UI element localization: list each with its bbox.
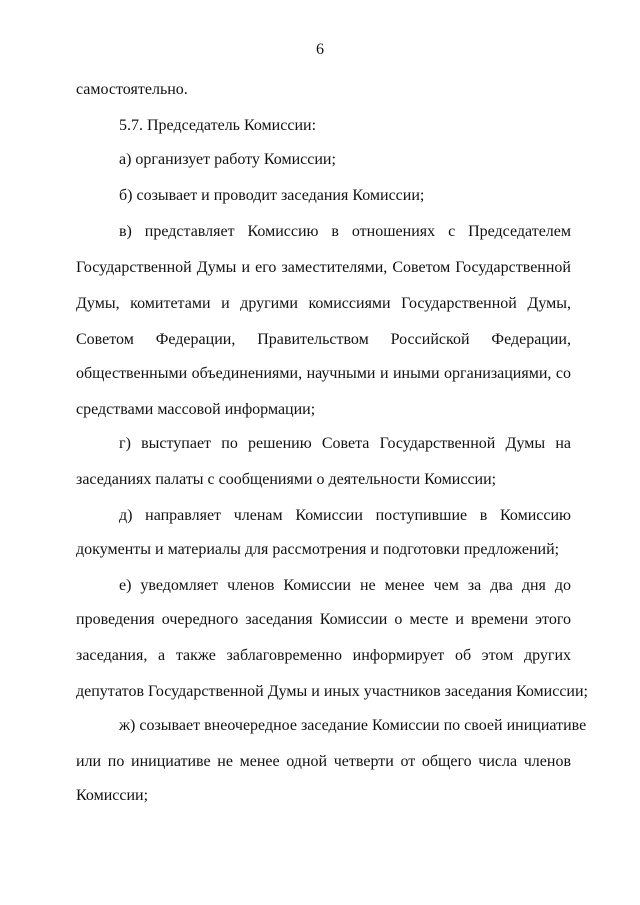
text-line: документы и материалы для рассмотрения и подготовки предложений; [76,541,560,558]
text-line: средствами массовой информации; [76,401,316,418]
text-line: ж) созывает внеочередное заседание Комиссии по своей инициативе [119,717,587,734]
text-line: заседаниях палаты с сообщениями о деятельности Комиссии; [76,471,497,488]
text-line: Советом Федерации, Правительством Российской Федерации, [76,331,571,348]
text-line: самостоятельно. [76,81,188,98]
text-line: д) направляет членам Комиссии поступившие в Комиссию [119,507,571,524]
text-line: е) уведомляет членов Комиссии не менее чем за два дня до [119,577,571,594]
text-line: общественными объединениями, научными и иными организациями, со [76,365,571,382]
page-number: 6 [316,41,324,58]
text-line: г) выступает по решению Совета Государственной Думы на [119,435,571,452]
text-line: 5.7. Председатель Комиссии: [119,117,317,134]
text-line: Думы, комитетами и другими комиссиями Государственной Думы, [76,295,571,312]
text-line: или по инициативе не менее одной четверти от общего числа членов [76,753,571,770]
text-line: Комиссии; [76,787,149,804]
text-line: а) организует работу Комиссии; [119,151,336,168]
text-line: в) представляет Комиссию в отношениях с Председателем [119,223,571,240]
text-line: Государственной Думы и его заместителями, Советом Государственной [76,259,571,276]
text-line: проведения очередного заседания Комиссии о месте и времени этого [76,611,571,628]
text-line: депутатов Государственной Думы и иных участников заседания Комиссии; [76,683,588,700]
text-line: заседания, а также заблаговременно информирует об этом других [76,647,571,664]
text-line: б) созывает и проводит заседания Комиссии; [119,187,425,204]
